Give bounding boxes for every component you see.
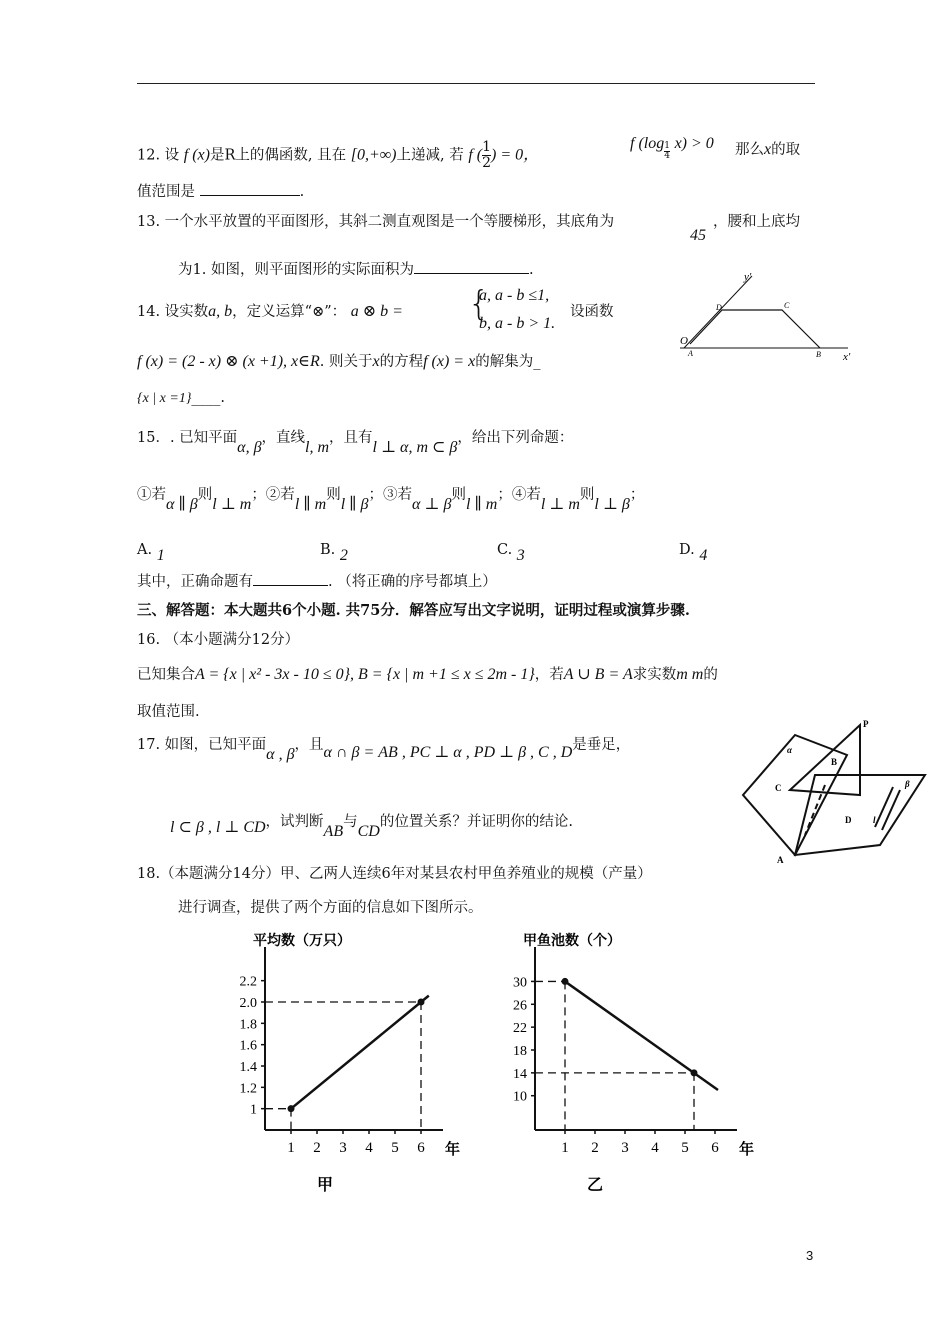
label-y: y′ xyxy=(744,271,752,283)
line-l-1 xyxy=(875,787,893,827)
q12-tail: 那么x的取 xyxy=(735,141,801,158)
y-tick-label: 10 xyxy=(513,1089,527,1105)
q15-option-b[interactable]: B. 2 xyxy=(320,542,348,564)
header-rule xyxy=(137,83,815,84)
x-tick-label: 1 xyxy=(561,1140,569,1156)
series-line xyxy=(291,996,429,1109)
label-l: l xyxy=(873,815,876,825)
q13-line2: 为1. 如图，则平面图形的实际面积为 . xyxy=(178,259,534,280)
x-tick-label: 4 xyxy=(651,1140,659,1156)
q13-angle: 45 xyxy=(690,227,706,244)
label-D: D xyxy=(716,303,722,312)
chart-jia xyxy=(210,925,470,1205)
q15-note: 其中，正确命题有 . （将正确的序号都填上） xyxy=(137,571,497,592)
data-point xyxy=(562,978,569,985)
label-B: B xyxy=(816,350,821,359)
q16-line1: 已知集合A = {x | x² - 3x - 10 ≤ 0}, B = {x | m +1 ≤ x ≤ 2m - 1}，若A ∪ B = A求实数m m的 xyxy=(137,666,718,683)
line-l-2 xyxy=(882,790,900,830)
q14-case1: a, a - b ≤1, xyxy=(479,287,550,304)
x-tick-label: 2 xyxy=(313,1140,321,1156)
plane-alpha xyxy=(743,735,847,855)
label-A: A xyxy=(777,855,784,865)
y-axis xyxy=(684,276,752,348)
label-P: P xyxy=(863,719,869,729)
chart-title: 甲鱼池数（个） xyxy=(523,934,621,949)
page-number: 3 xyxy=(806,1248,814,1263)
label-alpha: α xyxy=(787,745,792,755)
chart-caption: 甲 xyxy=(316,1177,334,1194)
y-tick-label: 2.2 xyxy=(239,974,257,990)
chart-yi xyxy=(490,925,755,1205)
y-tick-label: 1.6 xyxy=(239,1038,257,1054)
y-tick-label: 1.8 xyxy=(239,1017,257,1033)
q14-line2: f (x) = (2 - x) ⊗ (x +1), x∈R. 则关于x的方程f (x) = x的解集为_ xyxy=(137,353,541,370)
x-tick-label: 2 xyxy=(591,1140,599,1156)
half-fraction: $\frac{1}{2}$ xyxy=(482,139,492,171)
log-base: $\frac{1}{4}$ xyxy=(664,141,670,161)
data-point xyxy=(691,1069,698,1076)
x-axis-label: 年 xyxy=(739,1142,755,1158)
q18-line2: 进行调查，提供了两个方面的信息如下图所示。 xyxy=(178,900,483,916)
q14-tail: 设函数 xyxy=(570,304,614,320)
x-tick-label: 5 xyxy=(391,1140,399,1156)
answer-blank[interactable] xyxy=(253,571,328,586)
trapezoid xyxy=(690,310,820,348)
q13-line1b: ，腰和上底均 xyxy=(713,214,800,230)
q17-line2: l ⊂ β , l ⊥ CD，试判断AB与CD的位置关系？并证明你的结论. xyxy=(170,814,573,840)
q17-line1: 17. 如图，已知平面α , β，且α ∩ β = AB , PC ⊥ α , PD ⊥ β , C , D是垂足， xyxy=(137,737,631,763)
q12-line2: 值范围是 . xyxy=(137,181,304,202)
label-C: C xyxy=(775,783,782,793)
data-point xyxy=(288,1105,295,1112)
q14-line3: {x | x =1}____. xyxy=(137,390,226,406)
y-tick-label: 26 xyxy=(513,998,527,1014)
answer-blank[interactable] xyxy=(414,259,529,274)
label-B: B xyxy=(831,757,838,767)
y-tick-label: 1.2 xyxy=(239,1081,257,1097)
q13-line1: 13. 一个水平放置的平面图形，其斜二测直观图是一个等腰梯形，其底角为 xyxy=(137,214,615,230)
x-axis-label: 年 xyxy=(445,1142,461,1158)
x-tick-label: 5 xyxy=(681,1140,689,1156)
q18-line1: 18.（本题满分14分）甲、乙两人连续6年对某县农村甲鱼养殖业的规模（产量） xyxy=(137,866,652,882)
trapezoid-figure xyxy=(670,266,870,366)
q15-option-d[interactable]: D. 4 xyxy=(679,542,708,564)
chart-caption: 乙 xyxy=(586,1177,604,1194)
x-tick-label: 3 xyxy=(339,1140,347,1156)
x-tick-label: 1 xyxy=(287,1140,295,1156)
y-tick-label: 14 xyxy=(513,1066,527,1082)
q15-line1: 15．. 已知平面α, β，直线l, m，且有l ⊥ α, m ⊂ β，给出下列命题： xyxy=(137,430,574,456)
label-D: D xyxy=(845,815,852,825)
q16-head: 16. （本小题满分12分） xyxy=(137,632,300,648)
y-tick-label: 2.0 xyxy=(239,996,257,1011)
q15-option-c[interactable]: C. 3 xyxy=(497,542,525,564)
y-tick-label: 1.4 xyxy=(239,1060,257,1075)
data-point xyxy=(418,999,425,1006)
y-tick-label: 30 xyxy=(513,975,527,991)
case-brace: { xyxy=(468,284,490,324)
q15-props: ①若α ∥ β则l ⊥ m；②若l ∥ m则l ∥ β；③若α ⊥ β则l ∥ m；④若l ⊥ m则l ⊥ β； xyxy=(137,487,645,513)
label-beta: β xyxy=(905,779,910,789)
q16-line2: 取值范围. xyxy=(137,704,200,720)
label-O: O xyxy=(680,335,688,347)
q12-flog: f (log $\frac{1}{4}$ x) > 0 xyxy=(630,135,714,161)
x-tick-label: 6 xyxy=(711,1140,719,1156)
label-C: C xyxy=(784,301,790,310)
answer-blank[interactable] xyxy=(200,181,300,196)
x-tick-label: 3 xyxy=(621,1140,629,1156)
label-A: A xyxy=(688,349,693,358)
q12-line1: 12. 设 f (x)是R上的偶函数, 且在 [0,+∞)上递减, 若 f ( $\frac{1}{2}$ ) = 0， xyxy=(137,139,540,171)
x-tick-label: 6 xyxy=(417,1140,425,1156)
q14-line1: 14. 设实数a, b，定义运算“⊗”： a ⊗ b = xyxy=(137,303,403,320)
triangle-PCD xyxy=(790,725,860,795)
y-tick-label: 22 xyxy=(513,1021,527,1037)
x-tick-label: 4 xyxy=(365,1140,373,1156)
y-tick-label: 1 xyxy=(250,1102,257,1118)
y-tick-label: 18 xyxy=(513,1044,527,1059)
q15-option-a[interactable]: A. 1 xyxy=(137,542,165,564)
label-x: x′ xyxy=(843,351,851,363)
chart-title: 平均数（万只） xyxy=(253,934,351,949)
planes-figure xyxy=(735,715,925,865)
section-heading: 三、解答题：本大题共6个小题. 共75分．解答应写出文字说明，证明过程或演算步骤. xyxy=(137,602,690,619)
q14-case2: b, a - b > 1. xyxy=(479,315,556,332)
